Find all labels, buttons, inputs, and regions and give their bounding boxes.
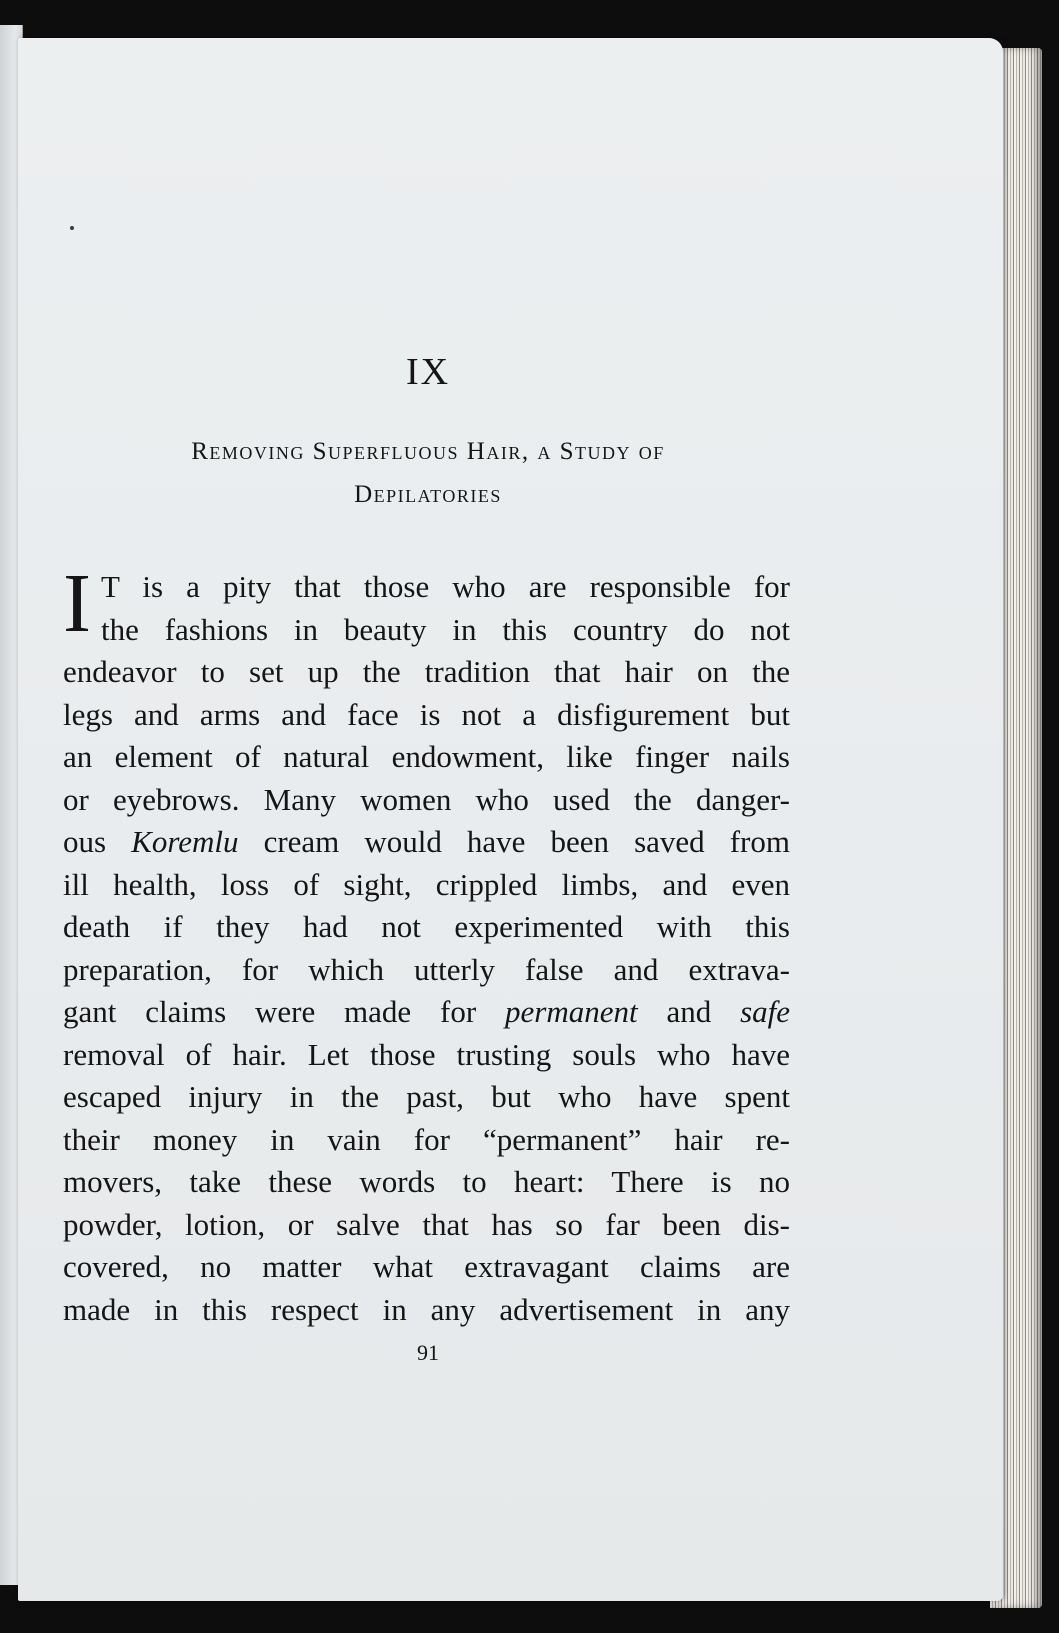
body-line-2: the fashions in beauty in this country do not [100, 611, 790, 647]
body-line-13: escaped injury in the past, but who have spent [63, 1079, 790, 1114]
body-line-10: preparation, for which utterly false and extrava- [63, 951, 790, 987]
body-line-1: T is a pity that those who are responsible for [100, 569, 790, 604]
book-page [18, 38, 1003, 1601]
chapter-title [98, 430, 758, 516]
body-line-17: covered, no matter what extravagant claims are [63, 1249, 790, 1284]
body-text [63, 566, 790, 1331]
body-line-18: made in this respect in any advertisement in any [63, 1291, 790, 1327]
body-line-7: ous Koremlu cream would have been saved from [63, 824, 790, 859]
body-line-6: or eyebrows. Many women who used the danger- [63, 781, 790, 817]
body-line-11: gant claims were made for permanent and safe [63, 994, 790, 1029]
opening-paragraph-start [63, 566, 790, 651]
body-line-12: removal of hair. Let those trusting souls who have [63, 1036, 790, 1072]
body-line-4: legs and arms and face is not a disfigurement but [63, 696, 790, 732]
body-line-14: their money in vain for “permanent” hair re- [63, 1121, 790, 1157]
body-line-15: movers, take these words to heart: There is no [63, 1164, 790, 1199]
body-line-16: powder, lotion, or salve that has so far been dis- [63, 1206, 790, 1242]
body-lines [63, 651, 790, 1331]
chapter-title-line-1: Removing Superfluous Hair, a Study of [191, 438, 665, 465]
body-line-5: an element of natural endowment, like finger nails [63, 739, 790, 774]
chapter-number: IX [405, 351, 451, 393]
page-number: 91 [417, 1340, 439, 1365]
paper-speck [70, 226, 74, 230]
chapter-title-line-2: Depilatories [354, 481, 502, 508]
body-line-3: endeavor to set up the tradition that hair on the [63, 654, 790, 689]
drop-cap: I [63, 566, 91, 650]
body-line-9: death if they had not experimented with this [63, 909, 790, 944]
body-line-8: ill health, loss of sight, crippled limbs, and even [63, 866, 790, 902]
